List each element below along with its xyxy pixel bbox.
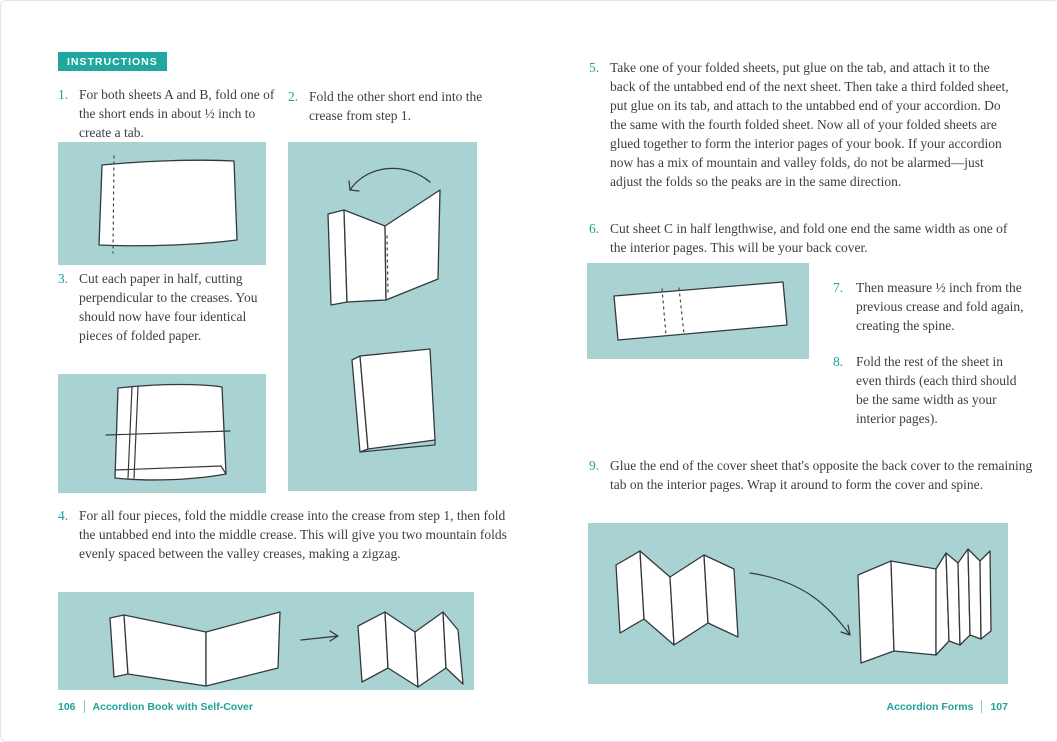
step-9-illustration-panel (588, 523, 1008, 684)
step-number: 3. (58, 271, 69, 286)
sheet-with-tab-sketch (58, 142, 266, 265)
step-number: 9. (589, 458, 600, 473)
step-6 (589, 219, 1029, 257)
page-number: 106 (58, 700, 76, 713)
step-7 (833, 278, 1028, 335)
chapter-title: Accordion Forms (886, 700, 974, 713)
step-text: Cut each paper in half, cutting perpendicular to the creases. You should now have four identical pieces of folded paper. (79, 271, 258, 343)
step-2-illustration-panel (288, 142, 477, 491)
step-text: For all four pieces, fold the middle crease into the crease from step 1, then fold the untabbed end into the middle crease. This will give you two mountain folds evenly spaced between the valley creases, making a zigzag. (79, 508, 507, 561)
left-page-footer (58, 700, 253, 713)
step-1 (58, 85, 283, 142)
step-number: 4. (58, 508, 69, 523)
step-number: 6. (589, 221, 600, 236)
page-number: 107 (990, 700, 1008, 713)
step-text: Glue the end of the cover sheet that's opposite the back cover to the remaining tab on the interior pages. Wrap it around to form the cover and spine. (610, 458, 1033, 492)
step-text: For both sheets A and B, fold one of the short ends in about ½ inch to create a tab. (79, 87, 275, 140)
chapter-title: Accordion Book with Self-Cover (92, 700, 253, 713)
step-number: 5. (589, 60, 600, 75)
step-6-illustration-panel (587, 263, 809, 359)
finished-accordion-book-sketch (588, 523, 1008, 684)
step-text: Fold the other short end into the crease from step 1. (309, 89, 483, 123)
step-number: 8. (833, 354, 844, 369)
step-3 (58, 269, 278, 345)
instructions-badge: INSTRUCTIONS (58, 52, 167, 71)
footer-divider (981, 700, 982, 713)
step-text: Take one of your folded sheets, put glue on the tab, and attach it to the back of the untabbed end of the next sheet. Then take a third folded sheet, put glue on its tab, and attach to the untabbed end of your accordion. Do the same with the fourth folded sheet. Now all of your folded sheets are glued together to form the interior pages of your book. If your accordion now has a mix of mountain and valley folds, do not be alarmed—just adjust the folds so the peaks are in the same direction. (610, 60, 1009, 189)
step-9 (589, 456, 1049, 494)
step-4-illustration-panel (58, 592, 474, 690)
step-2 (288, 87, 493, 125)
folded-sheet-sketch (288, 142, 477, 491)
step-1-illustration-panel (58, 142, 266, 265)
zigzag-fold-sketch (58, 592, 474, 690)
step-text: Cut sheet C in half lengthwise, and fold one end the same width as one of the interior pages. This will be your back cover. (610, 221, 1008, 255)
footer-divider (84, 700, 85, 713)
right-page-footer (887, 700, 1008, 713)
cover-strip-sketch (587, 263, 809, 359)
step-number: 2. (288, 89, 299, 104)
step-5 (589, 58, 1019, 191)
step-4 (58, 506, 513, 563)
step-number: 7. (833, 280, 844, 295)
step-number: 1. (58, 87, 69, 102)
step-8 (833, 352, 1028, 428)
step-text: Then measure ½ inch from the previous crease and fold again, creating the spine. (856, 280, 1024, 333)
step-text: Fold the rest of the sheet in even thirds (each third should be the same width as your interior pages). (856, 354, 1017, 426)
step-3-illustration-panel (58, 374, 266, 493)
cut-in-half-sketch (58, 374, 266, 493)
